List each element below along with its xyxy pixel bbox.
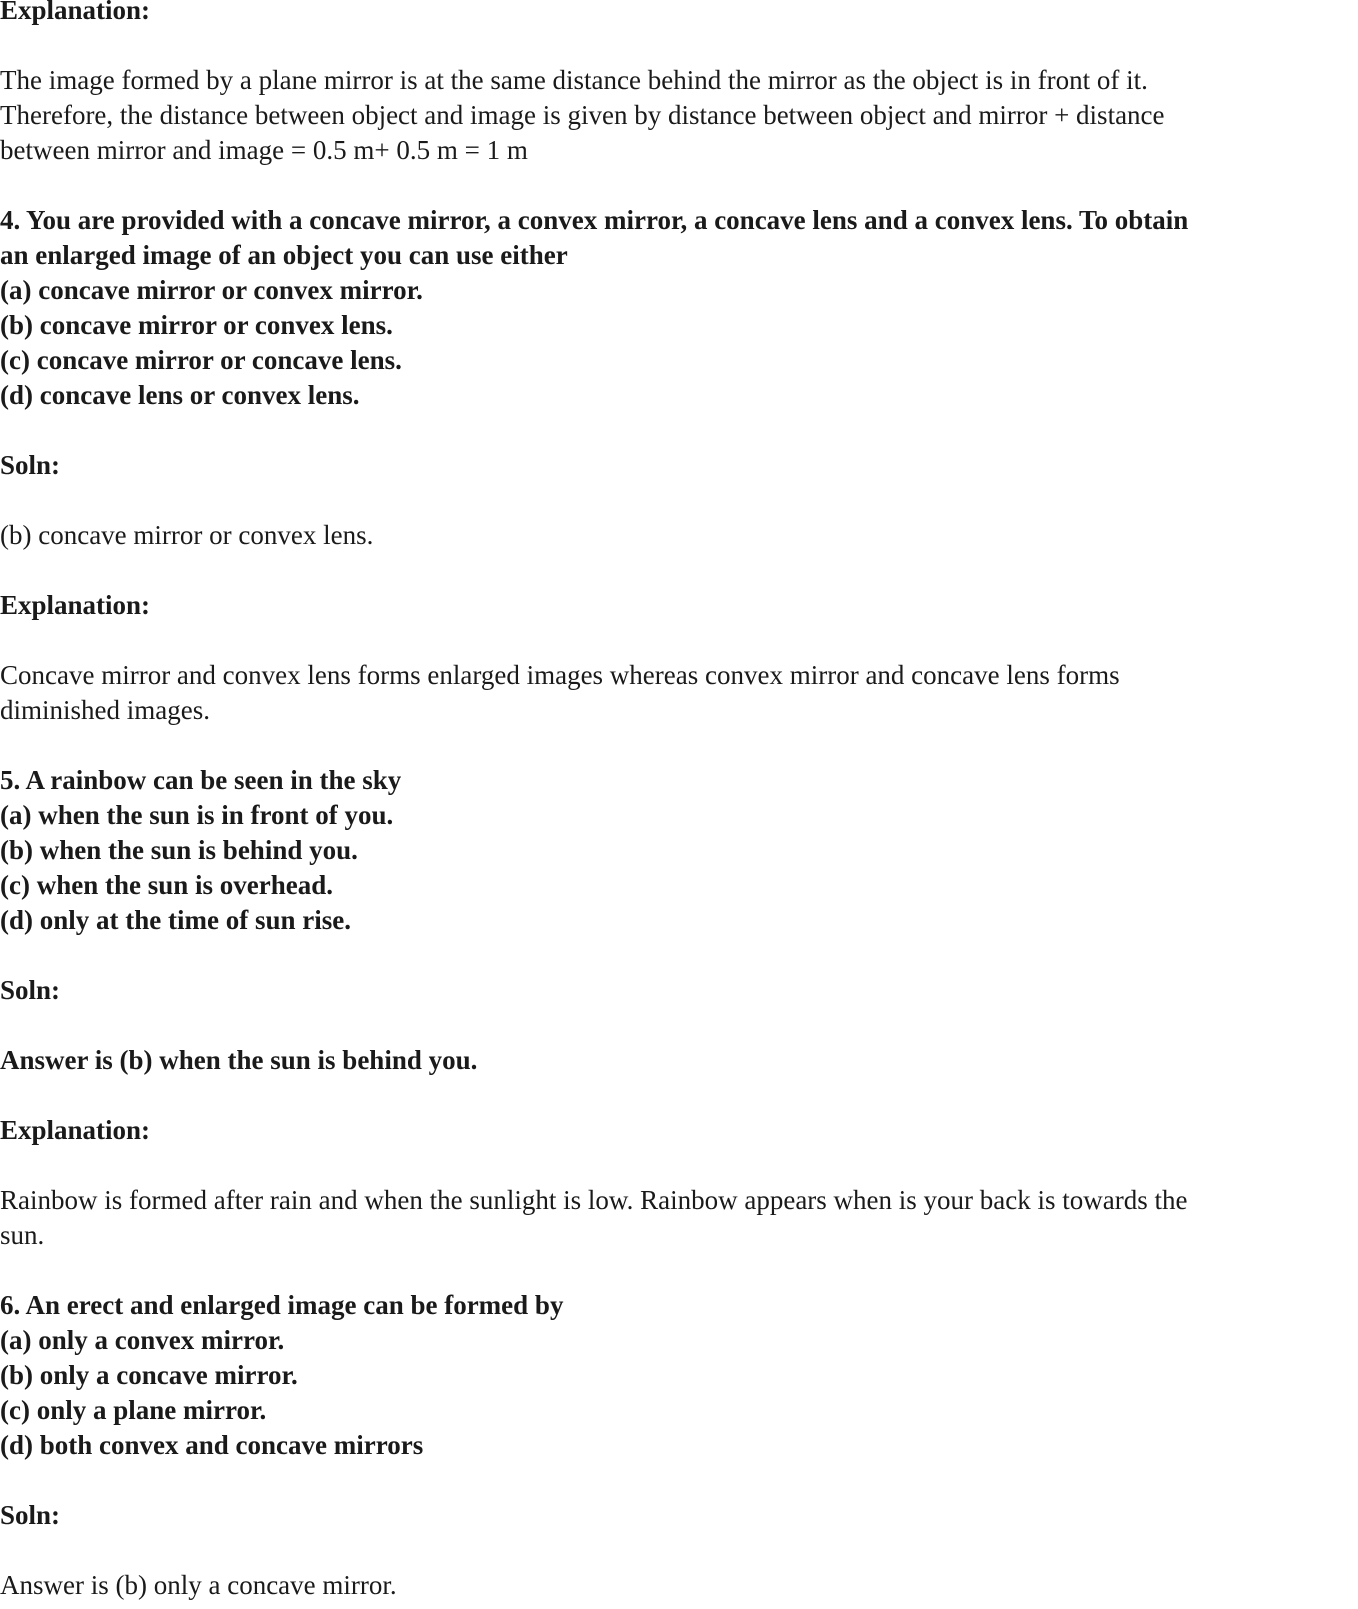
question-text: an enlarged image of an object you can use either xyxy=(0,240,568,270)
option-b: (b) when the sun is behind you. xyxy=(0,835,358,865)
option-c: (c) only a plane mirror. xyxy=(0,1395,267,1425)
option-b: (b) only a concave mirror. xyxy=(0,1360,298,1390)
explanation-line: between mirror and image = 0.5 m+ 0.5 m = 1 m xyxy=(0,135,528,165)
explanation-heading: Explanation: xyxy=(0,590,151,620)
answer-text: (b) concave mirror or convex lens. xyxy=(0,520,374,550)
explanation-line: Concave mirror and convex lens forms enlarged images whereas convex mirror and concave lens forms xyxy=(0,660,1120,690)
answer-text: Answer is (b) when the sun is behind you. xyxy=(0,1045,478,1075)
option-a: (a) concave mirror or convex mirror. xyxy=(0,275,423,305)
option-a: (a) when the sun is in front of you. xyxy=(0,800,394,830)
soln-label: Soln: xyxy=(0,975,61,1005)
option-d: (d) both convex and concave mirrors xyxy=(0,1430,424,1460)
question-text: 6. An erect and enlarged image can be formed by xyxy=(0,1290,564,1320)
option-b: (b) concave mirror or convex lens. xyxy=(0,310,393,340)
soln-label: Soln: xyxy=(0,1500,61,1530)
option-c: (c) when the sun is overhead. xyxy=(0,870,334,900)
soln-label: Soln: xyxy=(0,450,61,480)
explanation-line: The image formed by a plane mirror is at the same distance behind the mirror as the object is in front of it. xyxy=(0,65,1148,95)
explanation-line: Therefore, the distance between object and image is given by distance between object and mirror + distance xyxy=(0,100,1165,130)
explanation-line: diminished images. xyxy=(0,695,210,725)
option-a: (a) only a convex mirror. xyxy=(0,1325,285,1355)
explanation-line: Rainbow is formed after rain and when the sunlight is low. Rainbow appears when is your back is towards the xyxy=(0,1185,1188,1215)
answer-text: Answer is (b) only a concave mirror. xyxy=(0,1570,397,1600)
question-text: 4. You are provided with a concave mirror, a convex mirror, a concave lens and a convex lens. To obtain xyxy=(0,205,1189,235)
option-d: (d) concave lens or convex lens. xyxy=(0,380,360,410)
option-d: (d) only at the time of sun rise. xyxy=(0,905,351,935)
explanation-heading: Explanation: xyxy=(0,1115,151,1145)
question-text: 5. A rainbow can be seen in the sky xyxy=(0,765,402,795)
option-c: (c) concave mirror or concave lens. xyxy=(0,345,402,375)
explanation-line: sun. xyxy=(0,1220,45,1250)
explanation-heading: Explanation: xyxy=(0,0,151,25)
